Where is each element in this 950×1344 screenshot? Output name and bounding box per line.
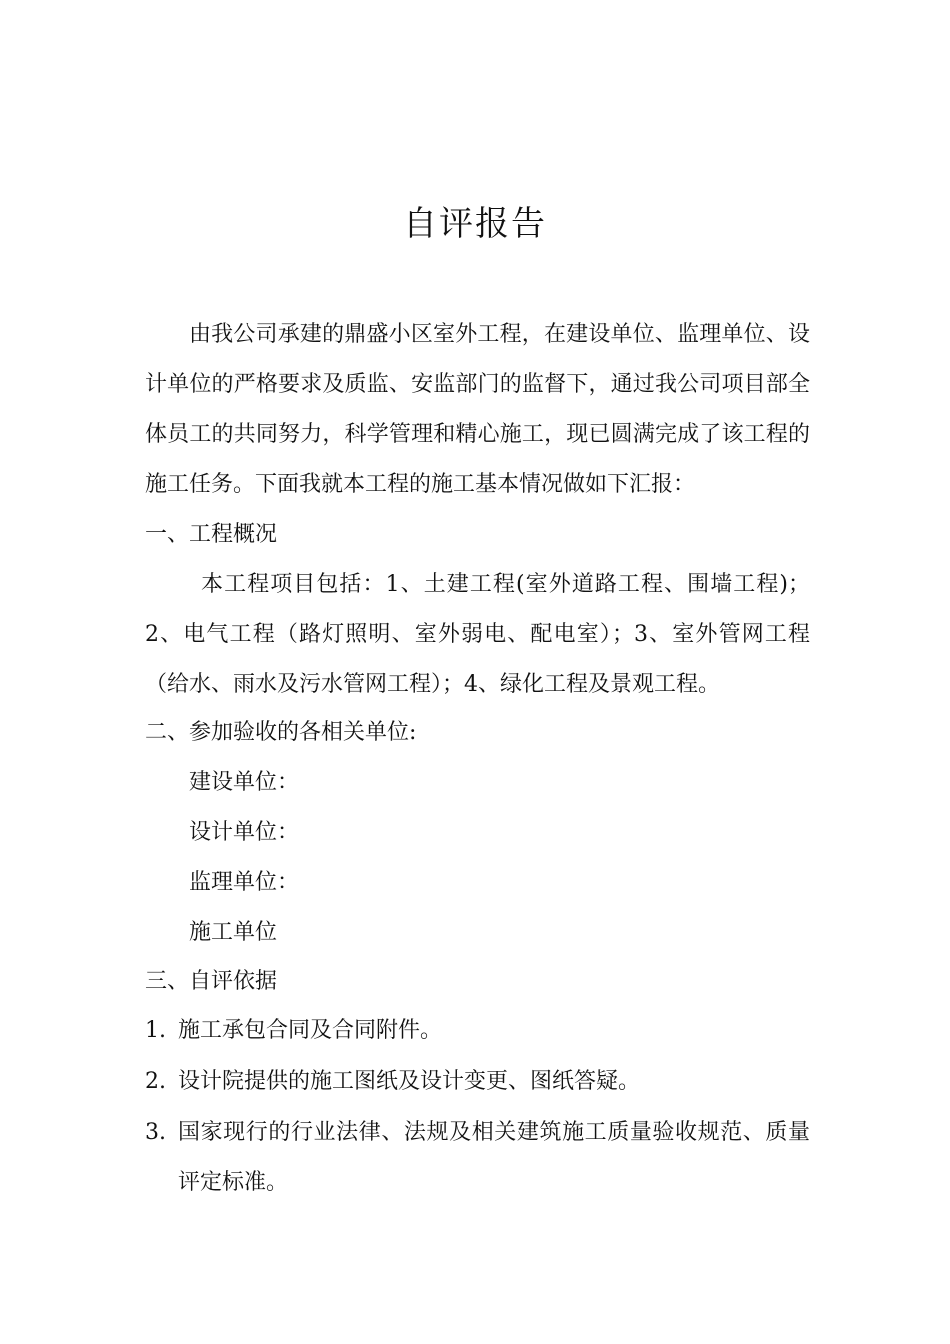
- basis-item-number: 1.: [145, 1018, 166, 1043]
- basis-item-text: 设计院提供的施工图纸及设计变更、图纸答疑。: [178, 1069, 641, 1094]
- basis-item-text: 国家现行的行业法律、法规及相关建筑施工质量验收规范、质量评定标准。: [178, 1120, 810, 1195]
- unit-contractor: 施工单位: [189, 920, 278, 945]
- unit-supervisor: 监理单位：: [189, 870, 300, 895]
- section-heading-basis: 三、自评依据: [145, 969, 278, 994]
- unit-designer: 设计单位：: [189, 820, 300, 845]
- basis-item-number: 2.: [145, 1069, 166, 1094]
- page-title: 自评报告: [403, 204, 547, 244]
- unit-owner: 建设单位：: [189, 770, 300, 795]
- basis-item-text: 施工承包合同及合同附件。: [178, 1018, 443, 1043]
- overview-paragraph: 本工程项目包括：1、土建工程(室外道路工程、围墙工程)；2、电气工程（路灯照明、室外弱电、配电室）；3、室外管网工程（给水、雨水及污水管网工程）；4、绿化工程及景观工程。: [145, 572, 810, 697]
- section-heading-units: 二、参加验收的各相关单位:: [145, 720, 417, 745]
- intro-paragraph: 由我公司承建的鼎盛小区室外工程，在建设单位、监理单位、设计单位的严格要求及质监、安监部门的监督下，通过我公司项目部全体员工的共同努力，科学管理和精心施工，现已圆满完成了该工程的施工任务。下面我就本工程的施工基本情况做如下汇报：: [145, 322, 810, 497]
- section-heading-overview: 一、工程概况: [145, 522, 278, 547]
- basis-item-number: 3.: [145, 1120, 166, 1145]
